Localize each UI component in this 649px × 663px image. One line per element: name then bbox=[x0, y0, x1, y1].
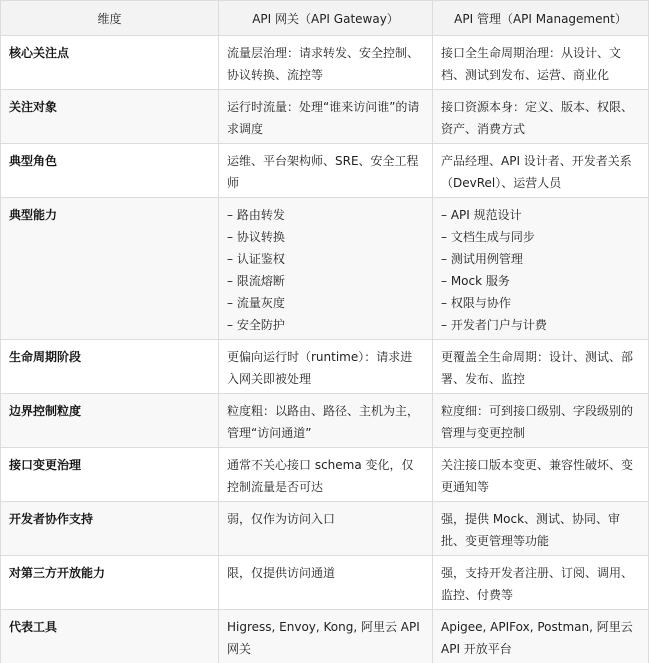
cell-text: 流量层治理：请求转发、安全控制、协议转换、流控等 bbox=[227, 46, 420, 82]
gateway-capability-list bbox=[227, 204, 424, 336]
cell-text: 强，提供 Mock、测试、协同、审批、变更管理等功能 bbox=[441, 512, 621, 548]
list-item: – 认证鉴权 bbox=[227, 248, 424, 270]
row-management-cell bbox=[433, 90, 649, 144]
row-management-cell bbox=[433, 198, 649, 340]
row-dimension: 对第三方开放能力 bbox=[1, 556, 219, 610]
row-management-cell bbox=[433, 610, 649, 663]
table-row bbox=[1, 502, 649, 556]
table-row bbox=[1, 610, 649, 663]
row-dimension: 边界控制粒度 bbox=[1, 394, 219, 448]
table-row bbox=[1, 340, 649, 394]
row-gateway-cell bbox=[219, 90, 433, 144]
row-gateway-cell bbox=[219, 36, 433, 90]
row-management-cell bbox=[433, 340, 649, 394]
cell-text: 运维、平台架构师、SRE、安全工程师 bbox=[227, 154, 419, 190]
row-gateway-cell bbox=[219, 144, 433, 198]
table-row bbox=[1, 144, 649, 198]
row-management-cell bbox=[433, 502, 649, 556]
row-dimension: 生命周期阶段 bbox=[1, 340, 219, 394]
management-capability-list bbox=[441, 204, 640, 336]
row-dimension: 关注对象 bbox=[1, 90, 219, 144]
cell-text: 弱，仅作为访问入口 bbox=[227, 512, 336, 526]
table-row bbox=[1, 198, 649, 340]
row-dimension: 典型能力 bbox=[1, 198, 219, 340]
row-management-cell bbox=[433, 448, 649, 502]
cell-text: 关注接口版本变更、兼容性破坏、变更通知等 bbox=[441, 458, 634, 494]
row-dimension: 代表工具 bbox=[1, 610, 219, 663]
cell-text: Higress, Envoy, Kong, 阿里云 API 网关 bbox=[227, 620, 420, 656]
cell-text: 粒度细：可到接口级别、字段级别的管理与变更控制 bbox=[441, 404, 634, 440]
row-gateway-cell bbox=[219, 340, 433, 394]
list-item: – 路由转发 bbox=[227, 204, 424, 226]
cell-text: 产品经理、API 设计者、开发者关系（DevRel）、运营人员 bbox=[441, 154, 632, 190]
list-item: – 限流熔断 bbox=[227, 270, 424, 292]
cell-text: 接口全生命周期治理：从设计、文档、测试到发布、运营、商业化 bbox=[441, 46, 622, 82]
cell-text: Apigee, APIFox, Postman, 阿里云 API 开放平台 bbox=[441, 620, 633, 656]
list-item: – 协议转换 bbox=[227, 226, 424, 248]
cell-text: 更覆盖全生命周期：设计、测试、部署、发布、监控 bbox=[441, 350, 634, 386]
list-item: – Mock 服务 bbox=[441, 270, 640, 292]
cell-text: 通常不关心接口 schema 变化，仅控制流量是否可达 bbox=[227, 458, 414, 494]
list-item: – 文档生成与同步 bbox=[441, 226, 640, 248]
row-management-cell bbox=[433, 556, 649, 610]
list-item: – API 规范设计 bbox=[441, 204, 640, 226]
cell-text: 强，支持开发者注册、订阅、调用、监控、付费等 bbox=[441, 566, 634, 602]
list-item: – 流量灰度 bbox=[227, 292, 424, 314]
header-api-gateway: API 网关（API Gateway） bbox=[219, 1, 433, 36]
row-gateway-cell bbox=[219, 448, 433, 502]
cell-text: 运行时流量：处理“谁来访问谁”的请求调度 bbox=[227, 100, 420, 136]
cell-text: 限，仅提供访问通道 bbox=[227, 566, 336, 580]
table-row bbox=[1, 90, 649, 144]
table-row bbox=[1, 394, 649, 448]
row-dimension: 核心关注点 bbox=[1, 36, 219, 90]
row-gateway-cell bbox=[219, 502, 433, 556]
row-dimension: 开发者协作支持 bbox=[1, 502, 219, 556]
header-api-management: API 管理（API Management） bbox=[433, 1, 649, 36]
table-header-row bbox=[1, 1, 649, 36]
row-management-cell bbox=[433, 144, 649, 198]
row-management-cell bbox=[433, 394, 649, 448]
list-item: – 测试用例管理 bbox=[441, 248, 640, 270]
table-row bbox=[1, 556, 649, 610]
table-row bbox=[1, 448, 649, 502]
cell-text: 更偏向运行时（runtime）：请求进入网关即被处理 bbox=[227, 350, 413, 386]
list-item: – 安全防护 bbox=[227, 314, 424, 336]
row-gateway-cell bbox=[219, 610, 433, 663]
row-gateway-cell bbox=[219, 394, 433, 448]
list-item: – 开发者门户与计费 bbox=[441, 314, 640, 336]
header-dimension: 维度 bbox=[1, 1, 219, 36]
row-dimension: 典型角色 bbox=[1, 144, 219, 198]
table-row bbox=[1, 36, 649, 90]
cell-text: 粒度粗：以路由、路径、主机为主，管理“访问通道” bbox=[227, 404, 420, 440]
row-management-cell bbox=[433, 36, 649, 90]
row-gateway-cell bbox=[219, 556, 433, 610]
list-item: – 权限与协作 bbox=[441, 292, 640, 314]
row-gateway-cell bbox=[219, 198, 433, 340]
row-dimension: 接口变更治理 bbox=[1, 448, 219, 502]
cell-text: 接口资源本身：定义、版本、权限、资产、消费方式 bbox=[441, 100, 634, 136]
